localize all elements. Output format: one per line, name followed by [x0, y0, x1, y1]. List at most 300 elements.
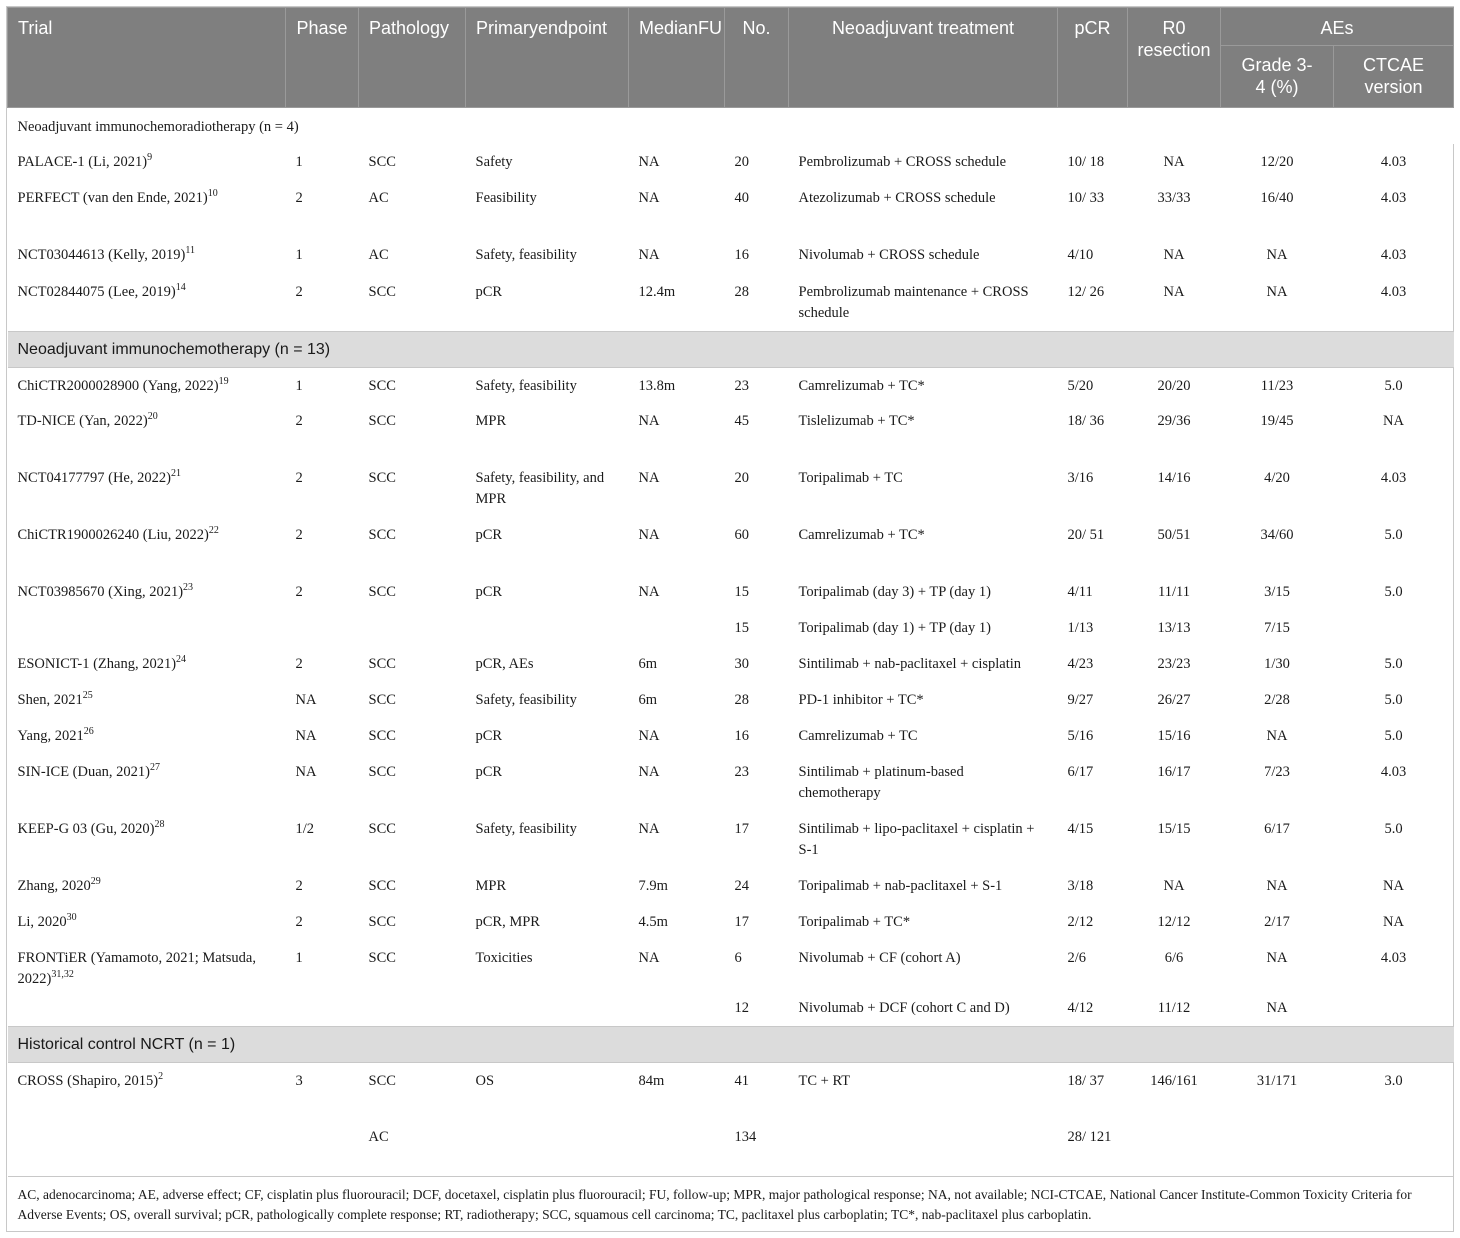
- cell-fu: 12.4m: [638, 284, 676, 300]
- cell-path: AC: [368, 190, 389, 206]
- cell-ctcae: [1334, 990, 1454, 1026]
- cell-g34: 2/17: [1264, 914, 1290, 930]
- cell-phase: 2: [295, 470, 303, 486]
- cell-r0: 33/33: [1157, 190, 1191, 206]
- cell-fu: NA: [638, 247, 660, 263]
- cell-r0: 6/6: [1164, 950, 1184, 966]
- cell-pcr: 18/ 37: [1067, 1072, 1105, 1089]
- cell-trial: [8, 990, 286, 1026]
- cell-pcr: 4/15: [1067, 821, 1094, 837]
- cell-prim: Toxicities: [475, 950, 533, 966]
- cell-pcr: 6/17: [1067, 764, 1094, 780]
- cell-fu: NA: [638, 764, 660, 780]
- cell-phase: 2: [295, 878, 303, 894]
- cell-ctcae: 4.03: [1380, 247, 1407, 263]
- cell-pcr: 2/12: [1067, 914, 1094, 930]
- trial-name: Li, 2020: [17, 914, 67, 930]
- cell-phase: [286, 1119, 359, 1176]
- cell-trial: [8, 754, 286, 811]
- reference-number: 20: [147, 411, 158, 423]
- cell-trial: [8, 1062, 286, 1119]
- cell-g34: NA: [1266, 728, 1288, 744]
- cell-treat: Toripalimab + nab-paclitaxel + S-1: [798, 878, 1003, 894]
- reference-number: 26: [83, 726, 94, 738]
- cell-fu: [629, 610, 725, 646]
- cell-fu: 6m: [638, 656, 658, 672]
- table-row: [8, 610, 1454, 646]
- cell-r0: 146/161: [1150, 1072, 1198, 1089]
- table-row: [8, 460, 1454, 517]
- trial-name: Zhang, 2020: [17, 878, 91, 894]
- cell-prim: pCR: [475, 584, 503, 600]
- cell-path: SCC: [368, 821, 396, 837]
- cell-treat: Sintilimab + nab-paclitaxel + cisplatin: [798, 656, 1022, 672]
- cell-path: SCC: [368, 878, 396, 894]
- cell-trial: [8, 517, 286, 574]
- cell-path: SCC: [368, 413, 396, 429]
- cell-treat: Atezolizumab + CROSS schedule: [798, 190, 996, 206]
- cell-fu: NA: [638, 728, 660, 744]
- cell-trial: [8, 144, 286, 180]
- cell-ctcae: 5.0: [1384, 692, 1403, 708]
- cell-no: 20: [734, 154, 749, 170]
- reference-number: 2: [158, 1070, 164, 1082]
- cell-r0: 29/36: [1157, 413, 1191, 429]
- header-phase: Phase: [286, 8, 359, 108]
- table-row: [8, 811, 1454, 868]
- cell-fu: 7.9m: [638, 878, 668, 894]
- cell-fu: NA: [638, 413, 660, 429]
- cell-ctcae: NA: [1383, 914, 1404, 930]
- cell-path: AC: [368, 247, 389, 263]
- cell-g34: 11/23: [1260, 377, 1294, 394]
- cell-g34: NA: [1266, 950, 1288, 966]
- group-label: Historical control NCRT (n = 1): [8, 1026, 1454, 1062]
- table-row: [8, 904, 1454, 940]
- trial-name: Shen, 2021: [17, 692, 83, 708]
- cell-prim: Safety, feasibility: [475, 247, 577, 263]
- cell-pcr: 1/13: [1067, 620, 1094, 636]
- reference-number: 10: [207, 188, 218, 200]
- cell-no: 16: [734, 728, 749, 744]
- table-row: [8, 682, 1454, 718]
- cell-g34: 7/15: [1264, 620, 1290, 636]
- reference-number: 30: [66, 912, 77, 924]
- cell-fu: NA: [638, 950, 660, 966]
- reference-number: 24: [176, 654, 187, 666]
- cell-prim: MPR: [475, 413, 507, 429]
- cell-pcr: 20/ 51: [1067, 527, 1105, 543]
- cell-ctcae: 4.03: [1380, 190, 1407, 206]
- cell-no: 17: [734, 914, 749, 930]
- cell-treat: Nivolumab + CROSS schedule: [798, 247, 980, 263]
- trial-name: Yang, 2021: [17, 728, 84, 744]
- header-r0-resection: R0 resection: [1128, 8, 1221, 108]
- cell-trial: [8, 682, 286, 718]
- cell-trial: [8, 460, 286, 517]
- cell-fu: NA: [638, 190, 660, 206]
- cell-ctcae: 5.0: [1384, 656, 1403, 672]
- cell-r0: 26/27: [1157, 692, 1191, 708]
- cell-phase: 2: [295, 413, 303, 429]
- cell-fu: NA: [638, 527, 660, 543]
- reference-number: 27: [150, 762, 160, 774]
- cell-no: 20: [734, 470, 749, 486]
- cell-phase: 1: [295, 154, 303, 170]
- cell-no: 40: [734, 190, 749, 206]
- cell-ctcae: 5.0: [1384, 377, 1403, 394]
- cell-r0: NA: [1163, 247, 1185, 263]
- cell-treat: Nivolumab + CF (cohort A): [798, 950, 961, 966]
- trial-name: ChiCTR2000028900 (Yang, 2022): [17, 377, 219, 394]
- cell-ctcae: [1334, 1119, 1454, 1176]
- cell-no: 30: [734, 656, 749, 672]
- cell-pcr: 28/ 121: [1067, 1129, 1112, 1145]
- cell-g34: [1221, 1119, 1334, 1176]
- cell-phase: 1: [295, 247, 303, 263]
- cell-fu: NA: [638, 470, 660, 486]
- cell-no: 24: [734, 878, 749, 894]
- cell-no: 23: [734, 764, 749, 780]
- cell-fu: NA: [638, 821, 660, 837]
- cell-no: 45: [734, 413, 749, 429]
- cell-prim: Safety, feasibility, and MPR: [475, 470, 605, 507]
- cell-path: SCC: [368, 950, 396, 966]
- cell-no: 16: [734, 247, 749, 263]
- reference-number: 29: [90, 876, 101, 888]
- cell-phase: NA: [295, 764, 317, 780]
- cell-fu: 4.5m: [638, 914, 668, 930]
- cell-treat: Sintilimab + lipo-paclitaxel + cisplatin + S-1: [798, 821, 1035, 858]
- cell-phase: 1/2: [295, 821, 315, 837]
- cell-r0: 20/20: [1157, 377, 1191, 394]
- table-row: [8, 274, 1454, 331]
- cell-phase: 2: [295, 527, 303, 543]
- cell-r0: 13/13: [1157, 620, 1191, 636]
- trial-name: SIN-ICE (Duan, 2021): [17, 764, 150, 780]
- reference-number: 22: [208, 525, 219, 537]
- cell-prim: OS: [475, 1072, 495, 1089]
- cell-phase: 2: [295, 656, 303, 672]
- cell-g34: 19/45: [1260, 413, 1294, 429]
- cell-path: SCC: [368, 377, 396, 394]
- table-row: [8, 144, 1454, 180]
- group-label: Neoadjuvant immunochemotherapy (n = 13): [8, 331, 1454, 367]
- cell-trial: [8, 180, 286, 237]
- cell-phase: 2: [295, 284, 303, 300]
- cell-fu: 6m: [638, 692, 658, 708]
- cell-prim: [466, 610, 629, 646]
- cell-r0: 16/17: [1157, 764, 1191, 780]
- cell-pcr: 5/16: [1067, 728, 1094, 744]
- cell-r0: 23/23: [1157, 656, 1191, 672]
- cell-trial: [8, 574, 286, 610]
- table-row: [8, 237, 1454, 274]
- table-row: [8, 1062, 1454, 1119]
- cell-path: SCC: [368, 728, 396, 744]
- trial-name: ChiCTR1900026240 (Liu, 2022): [17, 527, 209, 543]
- cell-ctcae: 4.03: [1380, 764, 1407, 780]
- cell-no: 41: [734, 1072, 749, 1089]
- cell-treat: Camrelizumab + TC*: [798, 527, 925, 543]
- cell-g34: NA: [1266, 284, 1288, 300]
- cell-ctcae: 4.03: [1380, 470, 1407, 486]
- cell-g34: 6/17: [1264, 821, 1290, 837]
- cell-trial: [8, 904, 286, 940]
- cell-pcr: 5/20: [1067, 377, 1094, 394]
- cell-ctcae: 3.0: [1384, 1072, 1403, 1089]
- cell-pcr: 4/12: [1067, 1000, 1094, 1016]
- cell-trial: [8, 610, 286, 646]
- trial-name: NCT03044613 (Kelly, 2019): [17, 247, 186, 263]
- cell-pcr: 4/23: [1067, 656, 1094, 672]
- cell-prim: Safety, feasibility: [475, 692, 577, 708]
- cell-treat: Toripalimab + TC: [798, 470, 903, 486]
- cell-fu: NA: [638, 584, 660, 600]
- header-median-fu: MedianFU: [629, 8, 725, 108]
- header-neoadjuvant-treatment: Neoadjuvant treatment: [789, 8, 1058, 108]
- header-ctcae-version: CTCAE version: [1334, 46, 1454, 108]
- cell-prim: Safety, feasibility: [475, 821, 577, 837]
- cell-trial: [8, 940, 286, 990]
- table-container: [6, 6, 1454, 1232]
- cell-treat: Toripalimab (day 1) + TP (day 1): [798, 620, 991, 636]
- cell-treat: Camrelizumab + TC: [798, 728, 918, 744]
- table-row: [8, 754, 1454, 811]
- cell-fu: 84m: [638, 1072, 665, 1089]
- cell-pcr: 3/16: [1067, 470, 1094, 486]
- trial-name: TD-NICE (Yan, 2022): [17, 413, 148, 429]
- cell-no: 28: [734, 692, 749, 708]
- cell-fu: [629, 990, 725, 1026]
- cell-ctcae: NA: [1383, 413, 1404, 429]
- cell-treat: [789, 1119, 1058, 1176]
- header-aes: AEs: [1221, 8, 1454, 46]
- cell-prim: pCR, MPR: [475, 914, 540, 930]
- cell-path: SCC: [368, 1072, 396, 1089]
- cell-ctcae: NA: [1383, 878, 1404, 894]
- trial-name: ESONICT-1 (Zhang, 2021): [17, 656, 177, 672]
- cell-ctcae: 5.0: [1384, 584, 1403, 600]
- cell-path: [359, 610, 466, 646]
- cell-r0: NA: [1163, 284, 1185, 300]
- table-row: [8, 574, 1454, 610]
- table-body: [8, 108, 1454, 1225]
- cell-g34: 16/40: [1260, 190, 1294, 206]
- group-row: [8, 1026, 1454, 1062]
- cell-pcr: 12/ 26: [1067, 284, 1105, 300]
- cell-pcr: 18/ 36: [1067, 413, 1105, 429]
- table-row: [8, 1119, 1454, 1176]
- cell-r0: [1128, 1119, 1221, 1176]
- cell-phase: NA: [295, 728, 317, 744]
- cell-no: 15: [734, 620, 749, 636]
- cell-fu: 13.8m: [638, 377, 676, 394]
- cell-g34: 1/30: [1264, 656, 1290, 672]
- reference-number: 14: [175, 282, 186, 294]
- cell-treat: Pembrolizumab maintenance + CROSS schedule: [798, 284, 1029, 321]
- cell-phase: 3: [295, 1072, 303, 1089]
- cell-trial: [8, 646, 286, 682]
- cell-ctcae: 5.0: [1384, 728, 1403, 744]
- header-trial: Trial: [8, 8, 286, 108]
- cell-r0: 15/15: [1157, 821, 1191, 837]
- cell-pcr: 4/11: [1067, 584, 1093, 600]
- cell-pcr: 10/ 18: [1067, 154, 1105, 170]
- cell-pcr: 10/ 33: [1067, 190, 1105, 206]
- cell-path: AC: [368, 1129, 389, 1145]
- cell-treat: Camrelizumab + TC*: [798, 377, 925, 394]
- cell-fu: [629, 1119, 725, 1176]
- cell-path: SCC: [368, 527, 396, 543]
- reference-number: 19: [218, 375, 229, 387]
- cell-r0: NA: [1163, 154, 1185, 170]
- cell-prim: [466, 990, 629, 1026]
- table-row: [8, 718, 1454, 754]
- cell-r0: 11/12: [1157, 1000, 1191, 1016]
- cell-path: SCC: [368, 764, 396, 780]
- cell-phase: 2: [295, 190, 303, 206]
- table-row: [8, 517, 1454, 574]
- cell-no: 134: [734, 1129, 757, 1145]
- cell-no: 23: [734, 377, 749, 394]
- cell-trial: [8, 811, 286, 868]
- cell-phase: 2: [295, 584, 303, 600]
- table-row: [8, 646, 1454, 682]
- cell-trial: [8, 718, 286, 754]
- cell-r0: 12/12: [1157, 914, 1191, 930]
- cell-r0: 11/11: [1158, 584, 1190, 600]
- cell-prim: pCR: [475, 527, 503, 543]
- cell-prim: pCR: [475, 764, 503, 780]
- cell-r0: 15/16: [1157, 728, 1191, 744]
- cell-ctcae: 5.0: [1384, 821, 1403, 837]
- cell-g34: NA: [1266, 247, 1288, 263]
- cell-prim: pCR, AEs: [475, 656, 534, 672]
- cell-fu: NA: [638, 154, 660, 170]
- cell-prim: Feasibility: [475, 190, 537, 206]
- cell-path: SCC: [368, 284, 396, 300]
- cell-treat: Nivolumab + DCF (cohort C and D): [798, 1000, 1010, 1016]
- cell-prim: pCR: [475, 284, 503, 300]
- cell-path: SCC: [368, 154, 396, 170]
- cell-no: 60: [734, 527, 749, 543]
- cell-treat: Toripalimab (day 3) + TP (day 1): [798, 584, 991, 600]
- cell-phase: [286, 990, 359, 1026]
- trial-name: NCT04177797 (He, 2022): [17, 470, 171, 486]
- reference-number: 21: [170, 468, 181, 480]
- cell-treat: Toripalimab + TC*: [798, 914, 911, 930]
- cell-ctcae: 4.03: [1380, 154, 1407, 170]
- reference-number: 25: [82, 690, 93, 702]
- table-row: [8, 940, 1454, 990]
- table-row: [8, 403, 1454, 460]
- reference-number: 9: [147, 152, 153, 164]
- cell-path: SCC: [368, 584, 396, 600]
- cell-trial: [8, 403, 286, 460]
- header-primary-endpoint: Primaryendpoint: [466, 8, 629, 108]
- trial-name: PERFECT (van den Ende, 2021): [17, 190, 208, 206]
- cell-path: [359, 990, 466, 1026]
- cell-path: SCC: [368, 470, 396, 486]
- cell-g34: 34/60: [1260, 527, 1294, 543]
- group-row: [8, 331, 1454, 367]
- cell-ctcae: 5.0: [1384, 527, 1403, 543]
- header-pathology: Pathology: [359, 8, 466, 108]
- cell-trial: [8, 1119, 286, 1176]
- cell-pcr: 4/10: [1067, 247, 1094, 263]
- cell-r0: NA: [1163, 878, 1185, 894]
- cell-no: 28: [734, 284, 749, 300]
- cell-r0: 14/16: [1157, 470, 1191, 486]
- trial-name: CROSS (Shapiro, 2015): [17, 1072, 159, 1089]
- header-number: No.: [725, 8, 789, 108]
- table-row: [8, 180, 1454, 237]
- group-label: Neoadjuvant immunochemoradiotherapy (n = 4): [8, 108, 1454, 145]
- cell-phase: [286, 610, 359, 646]
- cell-g34: 31/171: [1256, 1072, 1298, 1089]
- header-pcr: pCR: [1058, 8, 1128, 108]
- trials-table: [7, 7, 1454, 1225]
- cell-prim: pCR: [475, 728, 503, 744]
- header-grade-3-4: Grade 3-4 (%): [1221, 46, 1334, 108]
- trial-name: PALACE-1 (Li, 2021): [17, 154, 148, 170]
- reference-number: 31,32: [51, 969, 74, 981]
- table-row: [8, 990, 1454, 1026]
- cell-prim: MPR: [475, 878, 507, 894]
- reference-number: 28: [154, 819, 165, 831]
- cell-treat: PD-1 inhibitor + TC*: [798, 692, 924, 708]
- trial-name: NCT02844075 (Lee, 2019): [17, 284, 176, 300]
- cell-prim: [466, 1119, 629, 1176]
- footnote-row: [8, 1176, 1454, 1225]
- cell-phase: 1: [295, 950, 303, 966]
- cell-path: SCC: [368, 692, 396, 708]
- cell-trial: [8, 274, 286, 331]
- cell-phase: 2: [295, 914, 303, 930]
- cell-phase: 1: [295, 377, 303, 394]
- cell-no: 17: [734, 821, 749, 837]
- reference-number: 23: [183, 582, 194, 594]
- table-row: [8, 367, 1454, 403]
- cell-treat: Sintilimab + platinum-based chemotherapy: [798, 764, 964, 801]
- cell-pcr: 2/6: [1067, 950, 1087, 966]
- trial-name: KEEP-G 03 (Gu, 2020): [17, 821, 155, 837]
- footnote: AC, adenocarcinoma; AE, adverse effect; CF, cisplatin plus fluorouracil; DCF, docetaxel, cisplatin plus fluorouracil; FU, follow-up; MPR, major pathological response; NA, not available; NCI-CTCAE, National Cancer Institute-Common Toxicity Criteria for Adverse Events; OS, overall survival; pCR, pathologically complete response; RT, radiotherapy; SCC, squamous cell carcinoma; TC, paclitaxel plus carboplatin; TC*, nab-paclitaxel plus carboplatin.: [8, 1176, 1454, 1225]
- cell-treat: TC + RT: [798, 1072, 851, 1089]
- cell-ctcae: 4.03: [1380, 950, 1407, 966]
- cell-g34: 3/15: [1264, 584, 1290, 600]
- cell-path: SCC: [368, 914, 396, 930]
- cell-treat: Tislelizumab + TC*: [798, 413, 915, 429]
- cell-g34: NA: [1266, 1000, 1288, 1016]
- cell-ctcae: [1334, 610, 1454, 646]
- cell-pcr: 3/18: [1067, 878, 1094, 894]
- reference-number: 11: [185, 245, 195, 257]
- cell-no: 15: [734, 584, 749, 600]
- cell-phase: NA: [295, 692, 317, 708]
- cell-trial: [8, 367, 286, 403]
- cell-pcr: 9/27: [1067, 692, 1094, 708]
- trial-name: NCT03985670 (Xing, 2021): [17, 584, 184, 600]
- cell-g34: 2/28: [1264, 692, 1290, 708]
- cell-treat: Pembrolizumab + CROSS schedule: [798, 154, 1007, 170]
- table-row: [8, 868, 1454, 904]
- cell-g34: 4/20: [1264, 470, 1290, 486]
- cell-g34: 12/20: [1260, 154, 1294, 170]
- cell-g34: 7/23: [1264, 764, 1290, 780]
- cell-no: 6: [734, 950, 742, 966]
